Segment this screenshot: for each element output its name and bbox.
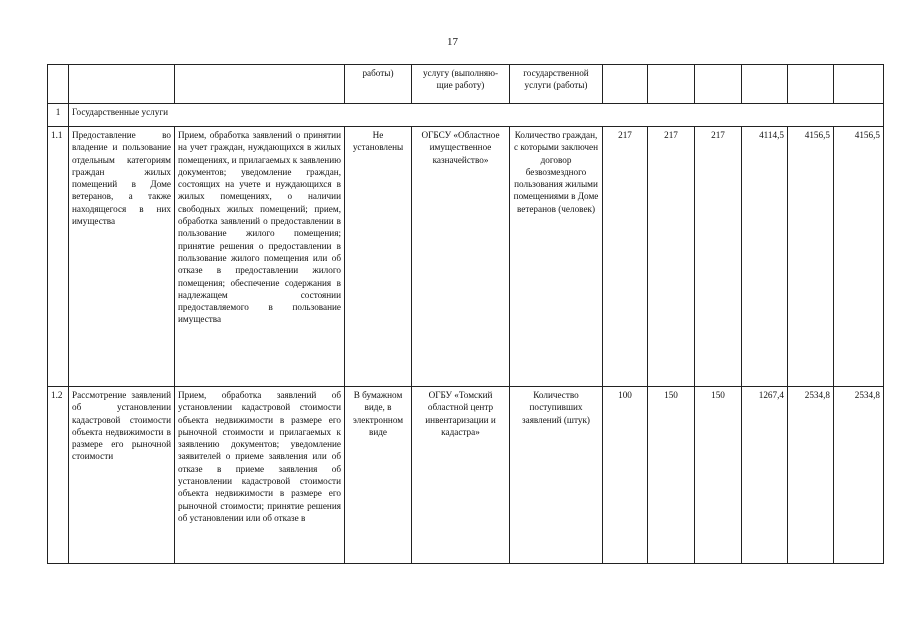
header-cell-executor: услугу (выполняю-щие работу) [412,65,510,104]
header-cell-indicator: государственной услуги (работы) [510,65,603,104]
table-row [48,387,884,564]
finance-value-1: 4114,5 [742,127,788,387]
indicator-value-3: 150 [695,387,742,564]
indicator-value-2: 150 [648,387,695,564]
header-row [48,65,884,104]
header-cell-v2 [648,65,695,104]
finance-value-3: 2534,8 [834,387,884,564]
header-cell-f3 [834,65,884,104]
header-cell-v1 [603,65,648,104]
section-row [48,104,884,127]
header-cell-content [175,65,345,104]
service-indicator: Количество граждан, с которыми заключен договор безвозмездного пользования жилыми помещениями в Доме ветеранов (человек) [510,127,603,387]
table-row [48,127,884,387]
header-cell-f1 [742,65,788,104]
service-content [175,387,345,564]
header-cell-number [48,65,69,104]
service-executor: ОГБУ «Томский областной центр инвентаризации и кадастра» [412,387,510,564]
indicator-value-3: 217 [695,127,742,387]
row-number: 1.2 [48,387,69,564]
service-executor: ОГБСУ «Областное имущественное казначейство» [412,127,510,387]
service-name: Рассмотрение заявлений об установлении кадастровой стоимости объекта недвижимости в размере его рыночной стоимости [69,387,175,564]
row-number: 1.1 [48,127,69,387]
services-table [47,64,884,564]
finance-value-2: 4156,5 [788,127,834,387]
indicator-value-1: 100 [603,387,648,564]
indicator-value-2: 217 [648,127,695,387]
section-number: 1 [48,104,69,127]
service-form: Не установлены [345,127,412,387]
section-title: Государственные услуги [69,104,884,127]
service-form: В бумажном виде, в электронном виде [345,387,412,564]
header-cell-work: работы) [345,65,412,104]
header-cell-v3 [695,65,742,104]
header-cell-name [69,65,175,104]
service-content-text: Прием, обработка заявлений об установлении кадастровой стоимости объекта недвижимости в размере его рыночной стоимости и прилагаемых к заявлению документов; уведомление заявителей о приеме заявления или об отказе в приеме заявления об установлении кадастровой стоимости объекта недвижимости в размере его рыночной стоимости; принятие решения об установлении или об отказе в [178,390,341,523]
service-name: Предоставление во владение и пользование отдельным категориям граждан жилых помещений в Доме ветеранов, а также находящегося в них имущества [69,127,175,387]
header-cell-f2 [788,65,834,104]
indicator-value-1: 217 [603,127,648,387]
page-number: 17 [447,36,458,48]
finance-value-2: 2534,8 [788,387,834,564]
service-content: Прием, обработка заявлений о принятии на учет граждан, нуждающихся в жилых помещениях, и прилагаемых к заявлению документов; уведомление граждан, состоящих на учете и нуждающихся в жилых помещениях, о наличии свободных жилых помещений; прием, обработка заявлений о предоставлении в пользование жилого помещения; принятие решения о предоставлении в пользование жилого помещения или об отказе в предоставлении жилого помещения; обеспечение содержания в надлежащем состоянии предоставляемого в пользование имущества [175,127,345,387]
finance-value-1: 1267,4 [742,387,788,564]
service-indicator: Количество поступивших заявлений (штук) [510,387,603,564]
finance-value-3: 4156,5 [834,127,884,387]
